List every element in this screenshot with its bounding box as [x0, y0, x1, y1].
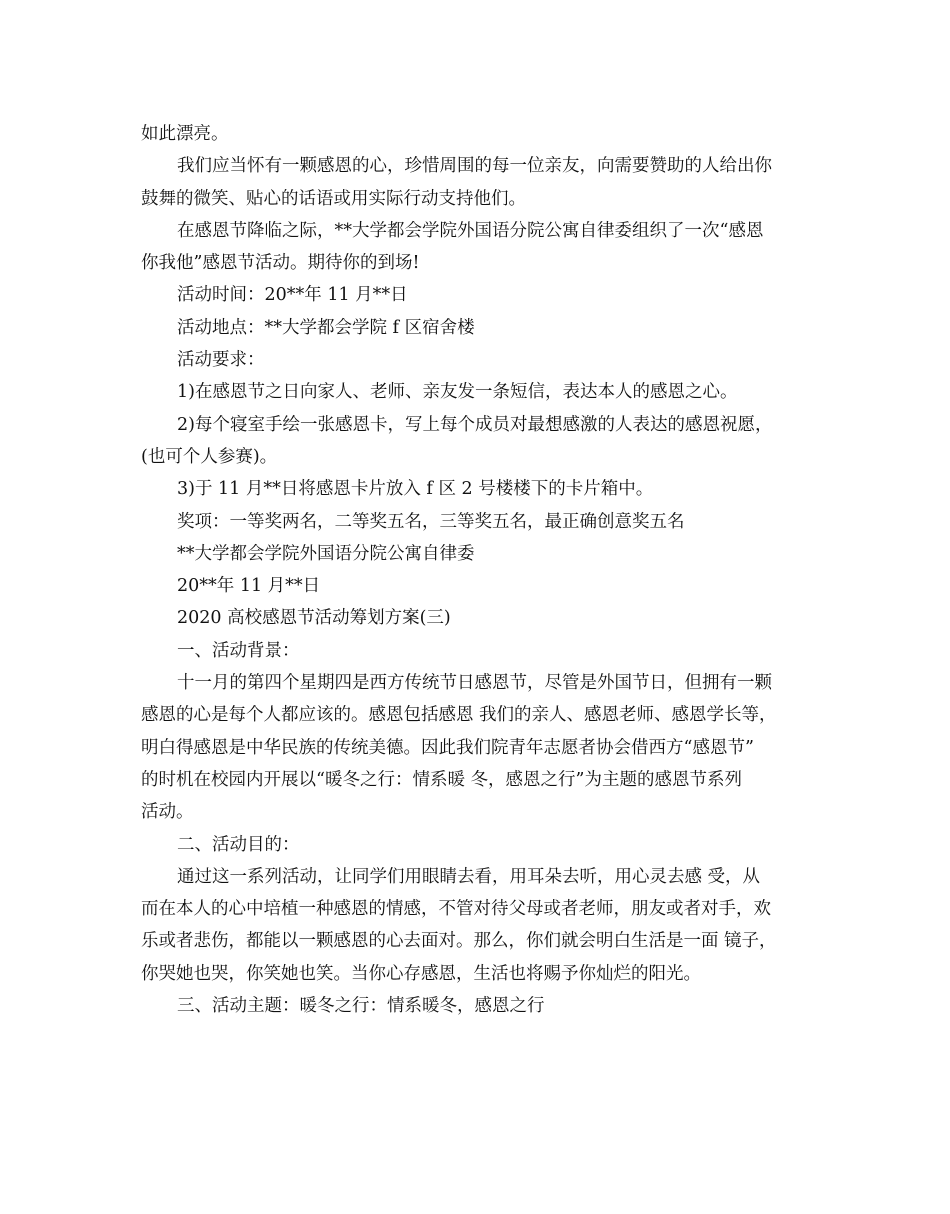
text-line-1: 如此漂亮。: [141, 124, 229, 144]
text-line-20: 明白得感恩是中华民族的传统美德。因此我们院青年志愿者协会借西方“感恩节”: [141, 737, 754, 758]
text-line-18: 十一月的第四个星期四是西方传统节日感恩节，尽管是外国节日，但拥有一颗: [177, 673, 772, 694]
text-line-15: 20**年 11 月**日: [177, 576, 321, 597]
text-line-24: 通过这一系列活动，让同学们用眼睛去看，用耳朵去听，用心灵去感 受，从: [177, 866, 761, 887]
text-line-6: 活动时间：20**年 11 月**日: [177, 285, 408, 306]
text-line-14: **大学都会学院外国语分院公寓自律委: [177, 543, 475, 564]
text-line-26: 乐或者悲伤，都能以一颗感恩的心去面对。那么，你们就会明白生活是一面 镜子，: [141, 931, 777, 952]
text-line-16: 2020 高校感恩节活动筹划方案(三): [177, 608, 451, 629]
text-line-2: 我们应当怀有一颗感恩的心，珍惜周围的每一位亲友，向需要赞助的人给出你: [177, 156, 772, 177]
text-line-8: 活动要求：: [177, 350, 265, 371]
text-line-7: 活动地点：**大学都会学院 f 区宿舍楼: [177, 317, 475, 338]
text-line-21: 的时机在校园内开展以“暖冬之行：情系暖 冬，感恩之行”为主题的感恩节系列: [141, 769, 742, 790]
text-line-13: 奖项：一等奖两名，二等奖五名，三等奖五名，最正确创意奖五名: [177, 511, 685, 532]
text-line-28: 三、活动主题：暖冬之行：情系暖冬，感恩之行: [177, 996, 545, 1017]
text-line-27: 你哭她也哭，你笑她也笑。当你心存感恩，生活也将赐予你灿烂的阳光。: [141, 963, 701, 984]
text-line-5: 你我他”感恩节活动。期待你的到场!: [141, 253, 420, 274]
text-line-9: 1)在感恩节之日向家人、老师、亲友发一条短信，表达本人的感恩之心。: [177, 382, 738, 403]
text-line-3: 鼓舞的微笑、贴心的话语或用实际行动支持他们。: [141, 188, 526, 209]
text-line-17: 一、活动背景：: [177, 640, 300, 661]
text-line-4: 在感恩节降临之际，**大学都会学院外国语分院公寓自律委组织了一次“感恩: [177, 220, 764, 241]
text-line-11: (也可个人参赛)。: [141, 446, 278, 467]
text-line-25: 而在本人的心中培植一种感恩的情感，不管对待父母或者老师，朋友或者对手，欢: [141, 899, 771, 920]
text-line-22: 活动。: [141, 802, 194, 823]
text-line-19: 感恩的心是每个人都应该的。感恩包括感恩 我们的亲人、感恩老师、感恩学长等，: [141, 705, 777, 726]
text-line-23: 二、活动目的：: [177, 834, 300, 855]
text-line-12: 3)于 11 月**日将感恩卡片放入 f 区 2 号楼楼下的卡片箱中。: [177, 479, 654, 500]
text-line-10: 2)每个寝室手绘一张感恩卡，写上每个成员对最想感激的人表达的感恩祝愿，: [177, 414, 773, 435]
document-body: [141, 118, 816, 1022]
